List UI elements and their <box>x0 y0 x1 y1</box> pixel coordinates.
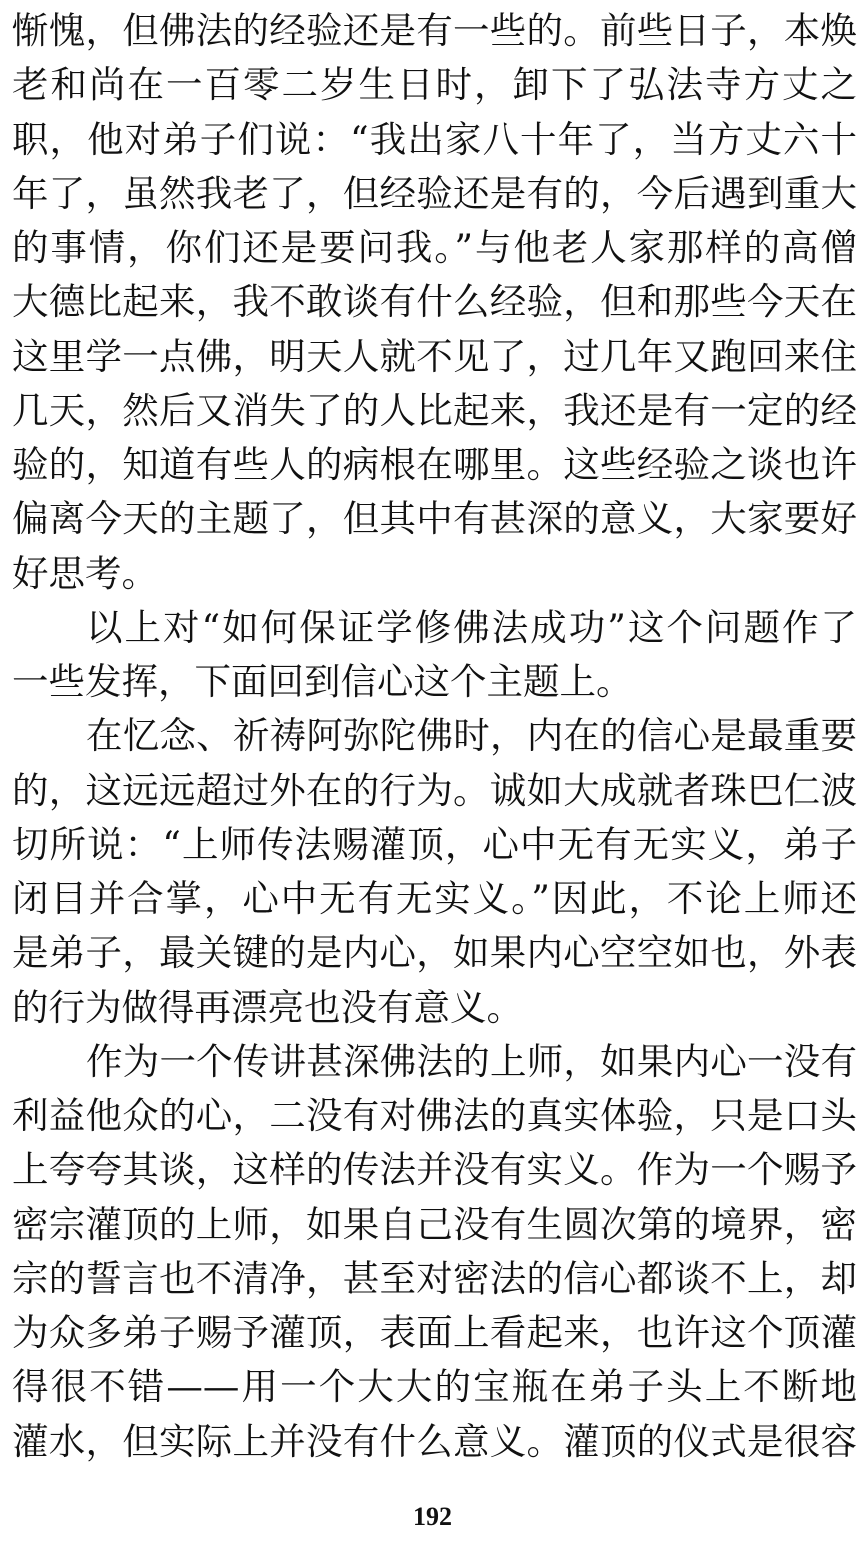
text-line: 在忆念、祈祷阿弥陀佛时，内在的信心是最重要 <box>86 714 857 758</box>
text-line: 切所说：“上师传法赐灌顶，心中无有无实义，弟子 <box>12 822 857 866</box>
text-line: 灌水，但实际上并没有什么意义。灌顶的仪式是很容 <box>12 1419 857 1463</box>
text-line: 是弟子，最关键的是内心，如果内心空空如也，外表 <box>12 931 857 975</box>
text-line: 这里学一点佛，明天人就不见了，过几年又跑回来住 <box>12 334 857 378</box>
text-line: 职，他对弟子们说：“我出家八十年了，当方丈六十 <box>12 117 857 161</box>
text-line: 大德比起来，我不敢谈有什么经验，但和那些今天在 <box>12 280 857 324</box>
text-line: 几天，然后又消失了的人比起来，我还是有一定的经 <box>12 388 857 432</box>
text-line: 为众多弟子赐予灌顶，表面上看起来，也许这个顶灌 <box>12 1311 857 1354</box>
paragraph <box>12 601 857 710</box>
text-line: 好思考。 <box>12 551 158 595</box>
text-line: 作为一个传讲甚深佛法的上师，如果内心一没有 <box>86 1039 857 1083</box>
paragraph <box>12 4 857 601</box>
text-line: 以上对“如何保证学修佛法成功”这个问题作了 <box>86 605 857 649</box>
paragraph <box>12 709 857 1035</box>
text-line: 老和尚在一百零二岁生日时，卸下了弘法寺方丈之 <box>12 63 857 107</box>
text-line: 年了，虽然我老了，但经验还是有的，今后遇到重大 <box>12 171 857 215</box>
text-line: 得很不错——用一个大大的宝瓶在弟子头上不断地 <box>12 1365 857 1409</box>
text-line: 密宗灌顶的上师，如果自己没有生圆次第的境界，密 <box>12 1202 857 1246</box>
text-line: 一些发挥，下面回到信心这个主题上。 <box>12 660 633 703</box>
body-text <box>12 4 857 1469</box>
text-line: 惭愧，但佛法的经验还是有一些的。前些日子，本焕 <box>12 9 857 52</box>
text-line: 的，这远远超过外在的行为。诚如大成就者珠巴仁波 <box>12 768 857 812</box>
text-line: 闭目并合掌，心中无有无实义。”因此，不论上师还 <box>12 877 857 920</box>
text-line: 的行为做得再漂亮也没有意义。 <box>12 985 523 1029</box>
text-line: 宗的誓言也不清净，甚至对密法的信心都谈不上，却 <box>12 1256 857 1300</box>
text-line: 上夸夸其谈，这样的传法并没有实义。作为一个赐予 <box>12 1148 857 1192</box>
text-line: 的事情，你们还是要问我。”与他老人家那样的高僧 <box>12 226 857 269</box>
text-line: 利益他众的心，二没有对佛法的真实体验，只是口头 <box>12 1094 857 1137</box>
paragraph <box>12 1035 857 1469</box>
text-line: 验的，知道有些人的病根在哪里。这些经验之谈也许 <box>12 443 857 486</box>
page-number: 192 <box>413 1502 452 1531</box>
text-line: 偏离今天的主题了，但其中有甚深的意义，大家要好 <box>12 497 857 541</box>
